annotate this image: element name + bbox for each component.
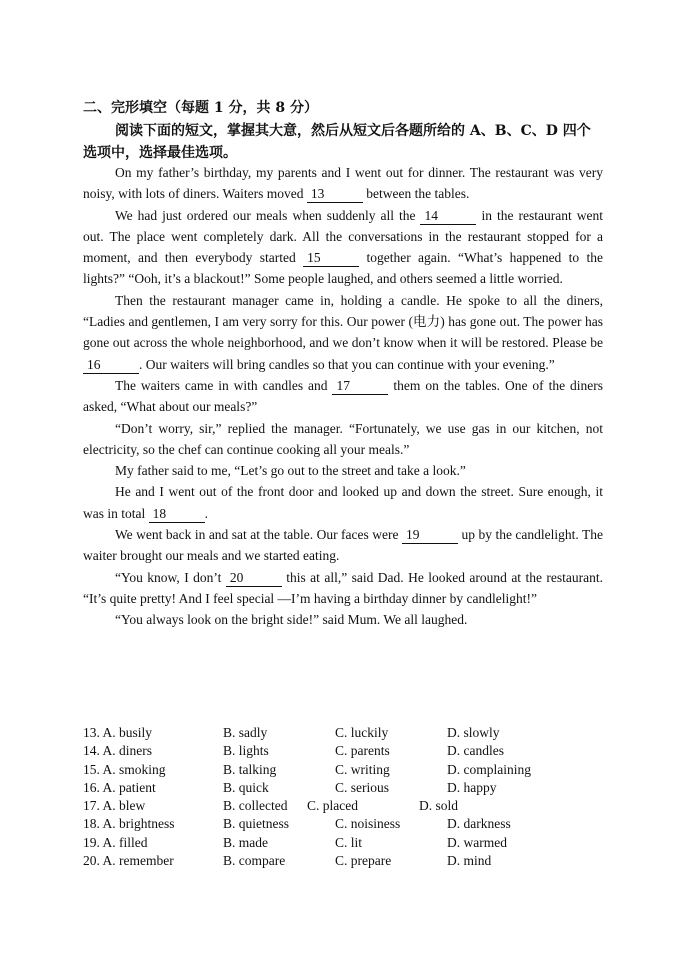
- paragraph-5: “Don’t worry, sir,” replied the manager. “Fortunately, we use gas in our kitchen, not electricity, so the chef can continue cooking all your meals.”: [83, 420, 603, 457]
- option-c: C. noisiness: [335, 816, 401, 832]
- paragraph-1: On my father’s birthday, my parents and I went out for dinner. The restaurant was very noisy, with lots of diners. Waiters moved 13 between the tables.: [83, 165, 603, 202]
- blank-14: 14: [420, 208, 476, 225]
- paragraph-3: Then the restaurant manager came in, holding a candle. He spoke to all the diners, “Ladies and gentlemen, I am very sorry for this. Our power (电力) has gone out. The power has gone out across the whole neighborhood, and we don’t know when it will be restored. Please be 16 . Our waiters will bring candles so that you can continue with your evening.”: [83, 292, 603, 372]
- option-b: B. compare: [223, 853, 286, 869]
- paragraph-10: “You always look on the bright side!” said Mum. We all laughed.: [115, 612, 468, 628]
- option-c: C. lit: [335, 834, 363, 850]
- paragraph-6: My father said to me, “Let’s go out to the street and take a look.”: [115, 463, 466, 479]
- paragraph-4: The waiters came in with candles and 17 them on the tables. One of the diners asked, “What about our meals?”: [83, 377, 604, 415]
- option-row-16: [83, 779, 603, 797]
- option-c: C. serious: [335, 779, 389, 795]
- paragraph-8: We went back in and sat at the table. Our faces were 19 up by the candlelight. The waiter brought our meals and we started eating.: [83, 527, 603, 564]
- passage: [83, 162, 603, 631]
- option-b: B. talking: [223, 761, 277, 777]
- option-d: D. darkness: [447, 816, 511, 832]
- option-d: D. mind: [447, 853, 492, 869]
- option-d: D. slowly: [447, 725, 500, 740]
- option-row-14: [83, 742, 603, 760]
- blank-17: 17: [332, 378, 388, 395]
- option-row-13: [83, 724, 603, 742]
- option-a: 19. A. filled: [83, 834, 148, 850]
- option-b: B. quietness: [223, 816, 289, 832]
- option-b: B. quick: [223, 779, 269, 795]
- blank-18: 18: [149, 506, 205, 523]
- option-a: 18. A. brightness: [83, 816, 175, 832]
- option-row-20: [83, 852, 603, 870]
- option-d: D. happy: [447, 779, 497, 795]
- option-row-17: [83, 797, 603, 815]
- paragraph-7: He and I went out of the front door and looked up and down the street. Sure enough, it was in total 18 .: [83, 484, 603, 521]
- option-a: 17. A. blew: [83, 798, 146, 814]
- option-b: B. lights: [223, 743, 269, 759]
- option-row-15: [83, 761, 603, 779]
- section-title: 二、完形填空（每题 1 分，共 8 分）: [83, 100, 318, 116]
- option-d: D. complaining: [447, 761, 531, 777]
- option-row-19: [83, 834, 603, 852]
- option-b: B. sadly: [223, 725, 268, 740]
- option-b: B. made: [223, 834, 268, 850]
- option-d: D. sold: [419, 798, 459, 814]
- option-a: 13. A. busily: [83, 725, 153, 740]
- option-c: C. parents: [335, 743, 390, 759]
- option-a: 20. A. remember: [83, 853, 174, 869]
- paragraph-2: We had just ordered our meals when suddenly all the 14 in the restaurant went out. The place went completely dark. All the conversations in the restaurant stopped for a moment, and then everybody started 15 together again. “What’s happened to the lights?” “Ooh, it’s a blackout!” Some people laughed, and others seemed a little worried.: [83, 207, 604, 287]
- option-c: C. placed: [307, 798, 358, 814]
- option-d: D. candles: [447, 743, 504, 759]
- blank-19: 19: [402, 527, 458, 544]
- blank-15: 15: [303, 250, 359, 267]
- answer-options: [83, 724, 603, 870]
- option-c: C. prepare: [335, 853, 392, 869]
- option-d: D. warmed: [447, 834, 507, 850]
- option-a: 15. A. smoking: [83, 761, 166, 777]
- option-b: B. collected: [223, 798, 288, 814]
- paragraph-9: “You know, I don’t 20 this at all,” said Dad. He looked around at the restaurant. “It’s quite pretty! And I feel special —I’m having a birthday dinner by candlelight!”: [83, 569, 603, 606]
- option-row-18: [83, 815, 603, 833]
- blank-20: 20: [226, 570, 282, 587]
- blank-16: 16: [83, 357, 139, 374]
- instructions: 阅读下面的短文，掌握其大意，然后从短文后各题所给的 A、B、C、D 四个选项中，选择最佳选项。: [83, 123, 591, 161]
- option-a: 14. A. diners: [83, 743, 152, 759]
- blank-13: 13: [307, 186, 363, 203]
- option-c: C. writing: [335, 761, 390, 777]
- option-c: C. luckily: [335, 725, 389, 740]
- option-a: 16. A. patient: [83, 779, 156, 795]
